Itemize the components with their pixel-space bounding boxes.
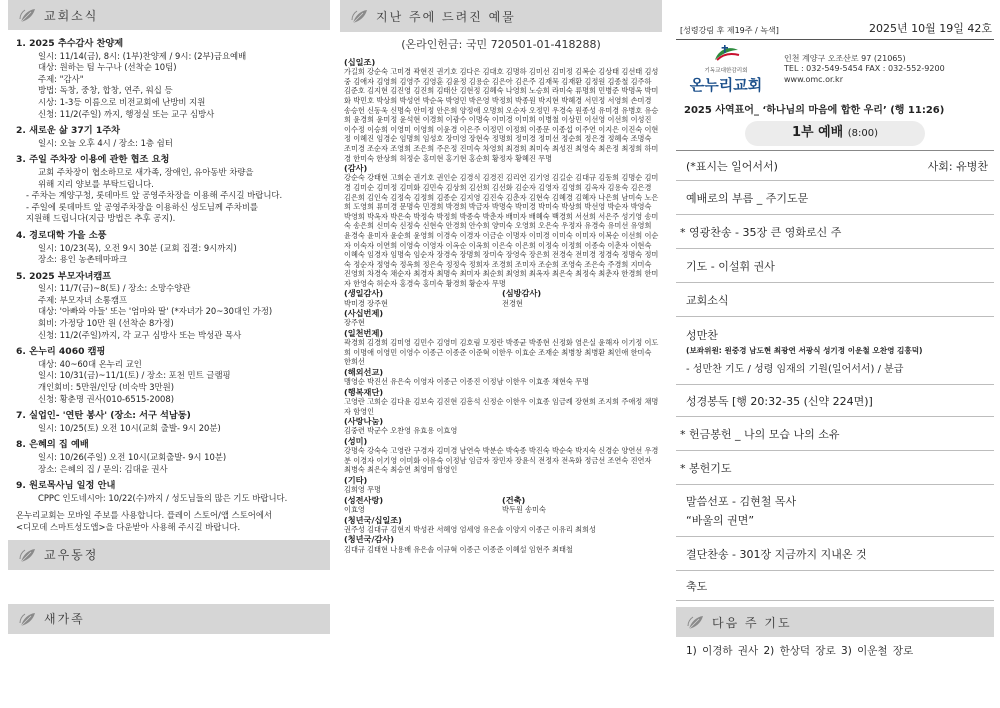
- news-item-line: 방법: 독창, 중창, 합창, 연주, 워십 등: [38, 85, 173, 96]
- offering-section: [344, 515, 660, 535]
- news-item: [16, 154, 326, 225]
- worship-order-item: [676, 215, 994, 249]
- news-item-line: 신청: 11/2(주일) 까지, 행정실 또는 교구 심방사: [38, 108, 215, 119]
- offering-names: 강순숙 강태현 고희순 권기호 권인순 김경식 김경진 김리연 김기영 김길순 김대규 김동희 김명순 김미경 김미순 김미정 김미화 김민숙 김상희 김선희 김선화 김순자 김영자 김영희 김옥자 김용숙 김은경 김은희 김인숙 김정숙 김정희 김종순 김지영 김진숙 김춘자 김현숙 김혜경 김혜자 나은희 남미숙 노은희 도영희 류미경 문명숙 민경희 박경희 박금자 박명숙 박미경 박미숙 박상희 박선영 박순자 박영숙 박영희 박옥자 박은숙 박정숙 박정희 박종숙 박춘자 배미자 배혜숙 백경희 서선희 서은주 성기영 송미숙 송은희 신미숙 신정숙 신현숙 안경희 안수희 양미숙 오영희 오은숙 우정자 유경숙 유미선 유영희 윤경숙 윤미자 윤순희 윤영희 이경숙 이경자 이금순 이명자 이미경 이미숙 이미자 이복순 이선희 이순자 이숙자 이연희 이영숙 이영자 이옥순 이옥희 이은숙 이은희 이정숙 이정희 이종숙 이춘자 이현숙 이혜숙 임경자 임명숙 임순자 장경숙 장명희 장미숙 장영숙 장은희 전경숙 전미경 정경숙 정명숙 정미숙 정순자 정영숙 정옥희 정은숙 정정숙 정희자 조경희 조미자 조순희 조영숙 조은숙 주경희 지미숙 진영희 차경숙 채순자 최경자 최명숙 최미자 최순희 최영희 최옥자 최은숙 최정숙 최춘자 한경희 한미자 한영숙 허순자 홍경숙 홍미숙 황경희 황순자 무명: [344, 173, 659, 288]
- offering-section: [344, 436, 660, 475]
- church-emblem-icon: [711, 44, 741, 62]
- offering-section: [344, 288, 502, 308]
- offering-names: 박두원 송미숙: [502, 505, 546, 515]
- worship-order-item: [676, 249, 994, 283]
- offering-names: 박미경 장주현: [344, 298, 388, 308]
- offering-category: (십일조): [344, 57, 376, 67]
- leaf-icon: [18, 611, 36, 627]
- news-item: [16, 230, 326, 266]
- news-item-line: 일시: 10/23(목), 오전 9시 30분 (교회 집결: 9시까지): [38, 242, 237, 253]
- next-week-prayer-list: 1) 이경하 권사 2) 한상덕 장로 3) 이운철 장로: [686, 645, 914, 657]
- worship-order-item: [676, 571, 994, 601]
- communion-steps: - 성만찬 기도 / 성령 임재의 기원(일어서서) / 분급: [686, 363, 904, 375]
- offering-section: [502, 495, 660, 515]
- church-website[interactable]: www.omc.or.kr: [784, 74, 843, 84]
- worship-order-item: [676, 451, 994, 485]
- leaf-icon: [18, 7, 36, 23]
- worship-column: [676, 0, 994, 708]
- next-week-prayer-header: [676, 607, 994, 637]
- news-item-title: 8. 은혜의 집 예배: [16, 439, 89, 451]
- church-name: 온누리교회: [689, 76, 763, 94]
- offering-section: [344, 534, 660, 554]
- sermon-title: “바울의 권면”: [686, 514, 755, 527]
- offering-section: [344, 416, 660, 436]
- ministry-motto: 2025 사역표어_ ‘하나님의 마음에 합한 우리’ (행 11:26): [684, 105, 945, 116]
- newcomers-header: [8, 604, 330, 634]
- mobile-bulletin-note: 온누리교회는 모바일 주보를 사용합니다. 플레이 스토어/앱 스토어에서 <디모데 스마트성도앱>을 다운받아 사용해 주시길 바랍니다.: [16, 510, 273, 532]
- offering-section: [344, 495, 502, 515]
- news-item-line: 일시: 10/26(주일) 오전 10시(교회출발- 9시 10분): [38, 452, 227, 462]
- offering-names: 장주현: [344, 318, 365, 328]
- news-item-line: - 주일에 롯데마트 앞 공영주차장을 이용하신 성도님께 주차비를: [26, 201, 259, 212]
- worship-order-item: [676, 317, 994, 385]
- news-item-line: 일시: 11/14(금), 8시: (1부)찬양제 / 9시: (2부)금요예배: [38, 50, 247, 61]
- worship-order-item: [676, 485, 994, 537]
- worship-order-label: 성경봉독 [행 20:32-35 (신약 224면)]: [686, 394, 873, 408]
- offering-category: (생일감사): [344, 288, 384, 299]
- offering-category: (성전사랑): [344, 494, 384, 505]
- news-item: [16, 480, 326, 504]
- offering-section: [344, 308, 660, 328]
- offering-category: (사랑나눔): [344, 416, 384, 427]
- news-item-line: 교회 주차장이 협소하므로 새가족, 장애인, 유아동반 차량을: [38, 166, 254, 177]
- worship-order-item: [676, 537, 994, 571]
- offering-category: (사십번제): [344, 308, 384, 319]
- offering-pair: [344, 288, 660, 308]
- leaf-icon: [18, 547, 36, 563]
- presider: 사회: 유병찬: [927, 159, 988, 173]
- news-item-line: 신청: 11/2(주일)까지, 각 교구 심방사 또는 박성관 목사: [38, 329, 242, 340]
- news-item-title: 5. 2025 부모자녀캠프: [16, 270, 112, 282]
- next-week-prayer-title: 다음 주 기도: [712, 615, 792, 630]
- worship-order-label: 교회소식: [686, 293, 729, 307]
- offering-category: (성미): [344, 436, 368, 447]
- worship-order-label: 성만찬: [686, 328, 718, 342]
- bulletin-header: [676, 0, 994, 40]
- news-item-line: 일시: 10/25(토) 오전 10시(교회 출발- 9시 20분): [38, 422, 221, 433]
- news-item-title: 3. 주일 주차장 이용에 관한 협조 요청: [16, 154, 170, 166]
- offering-section: [344, 387, 660, 416]
- worship-order-item: [676, 385, 994, 417]
- offering-category: (기타): [344, 475, 368, 486]
- offering-pair: [344, 495, 660, 515]
- news-item-title: 4. 경로대학 가을 소풍: [16, 229, 107, 241]
- news-item-line: 주제: 부모자녀 소통캠프: [38, 294, 128, 305]
- offering-names: 고영란 고희순 김다윤 김보숙 김진현 김흥석 신정순 이한우 이효종 임금례 장현희 조지희 주애정 채명자 함영인: [344, 397, 659, 416]
- standing-note: (*표시는 일어서서): [686, 159, 778, 173]
- online-account: (온라인헌금: 국민 720501-01-418288): [401, 38, 601, 51]
- news-header-title: 교회소식: [44, 8, 99, 23]
- offering-section: [344, 328, 660, 367]
- offering-names: 이효영: [344, 505, 365, 515]
- news-item-line: 일시: 11/7(금)~8(토) / 장소: 소망수양관: [38, 283, 191, 294]
- news-item-line: 지원해 드립니다(지급 방법은 추후 공지).: [26, 213, 176, 224]
- offering-category: (청년국/십일조): [344, 514, 402, 525]
- news-column: [8, 0, 330, 708]
- offering-section: [344, 367, 660, 387]
- news-item-title: 6. 온누리 4060 캠핑: [16, 346, 106, 358]
- news-item-line: CPPC 인도네시아: 10/22(수)까지 / 성도님들의 많은 기도 바랍니다.: [38, 492, 288, 503]
- news-item-line: 주제: "감사": [38, 73, 84, 84]
- offering-section: [344, 57, 660, 163]
- news-item: [16, 410, 326, 434]
- worship-order-label: 예배로의 부름 _ 주기도문: [686, 191, 809, 205]
- news-item: [16, 439, 326, 475]
- church-logo: [682, 44, 770, 95]
- offering-category: (감사): [344, 163, 368, 174]
- church-info: [676, 40, 994, 97]
- bulletin-date: 2025년 10월 19일 42호: [869, 22, 992, 35]
- news-item-line: 대상: 원하는 팀 누구나 (선착순 10팀): [38, 62, 177, 73]
- worship-order-label: * 헌금봉헌 _ 나의 모습 나의 소유: [680, 427, 840, 441]
- news-item-line: - 주차는 계양구청, 롯데마트 앞 공영주차장을 이용해 주시길 바랍니다.: [26, 190, 283, 201]
- news-list: [8, 30, 330, 534]
- offering-names: 김희영 무명: [344, 485, 382, 495]
- news-item-line: 신청: 황춘명 권사(010-6515-2008): [38, 393, 174, 404]
- worship-order-label: 축도: [686, 579, 708, 593]
- offering-section: [344, 163, 660, 288]
- news-item: [16, 125, 326, 149]
- news-item: [16, 38, 326, 120]
- offering-header: [340, 0, 662, 32]
- newcomers-header-title: 새가족: [44, 612, 85, 627]
- worship-order-item: [676, 181, 994, 215]
- news-item-line: 일시: 오늘 오후 4시 / 장소: 1층 쉼터: [38, 137, 173, 148]
- news-item-title: 2. 새로운 삶 37기 1주차: [16, 125, 120, 137]
- communion-assistants: (보좌위원: 원중경 남도현 최광연 서광식 성기정 이운철 오찬영 김흥덕): [686, 345, 923, 355]
- worship-order-label: 기도 - 이설휘 권사: [686, 259, 775, 273]
- offering-header-title: 지난 주에 드려진 예물: [376, 9, 516, 24]
- offering-category: (건축): [502, 494, 526, 505]
- offering-column: [340, 0, 662, 708]
- worship-order-item: [676, 283, 994, 317]
- worship-order-label: 말씀선포 - 김현철 목사: [686, 495, 797, 508]
- offering-category: (일천번제): [344, 328, 384, 339]
- service-title: 1부 예배 (8:00): [745, 121, 925, 146]
- news-item-line: 일시: 10/31(금)~11/1(토) / 장소: 포천 민트 글램핑: [38, 370, 231, 381]
- offering-names: 김중련 박군수 오찬영 유효용 이효영: [344, 426, 458, 436]
- offering-names: 가길희 강순숙 고미경 곽현진 권기호 김다은 김대호 김명하 김미선 김미정 김복순 김상태 김선태 김성중 김애자 김영희 김영주 김영훈 김윤정 김용순 김은아 김은주 김재묵 김재환 김정원 김종철 김주하 김준호 김지현 김진영 김진희 김태산 김현정 김혜숙 나영희 노승희 라미숙 류명희 민병준 박명옥 박미화 박민호 박상희 박성연 박순옥 박영민 박은영 박정희 박종원 박지현 박혜경 서민정 서영희 손미경 송승헌 신동욱 신명숙 안미정 안은희 양정애 오명희 오순자 오정민 우경숙 원종성 유미경 유병호 유승희 윤경희 윤미정 윤석현 이경희 이광수 이명숙 이미경 이미희 이병철 이상민 이선영 이선희 이성진 이수정 이승희 이영미 이영희 이윤경 이은주 이정민 이정희 이종문 이종섭 이주연 이지은 이진숙 이현정 이혜진 임경순 임명희 임성호 장미영 장현숙 정명희 정미경 정미선 정순희 정은경 정혜숙 조명숙 조미경 조순자 조영희 조은희 주은정 진미숙 차영희 최경희 최미숙 최성진 최영숙 최은정 최정희 하미경 한미숙 한상희 허정순 홍미현 홍기현 홍순희 황정자 황혜진 무명: [344, 67, 659, 163]
- worship-order-label: * 봉헌기도: [680, 461, 732, 475]
- worship-order-label: 결단찬송 - 301장 지금까지 지내온 것: [686, 547, 867, 561]
- order-of-worship: [676, 150, 994, 601]
- denomination: 기독교대한감리회: [704, 68, 748, 74]
- offering-section: [344, 475, 660, 495]
- church-contact: [770, 54, 945, 86]
- offering-section: [502, 288, 660, 308]
- offering-names: 김대규 김태현 나용배 유은솔 이규혁 이종근 이종준 이혜설 임현주 최태철: [344, 544, 573, 554]
- church-phone: TEL : 032-549-5454 FAX : 032-552-9200: [784, 64, 945, 74]
- news-item-line: 대상: 40~60대 온누리 교인: [38, 358, 142, 369]
- worship-order-item: [676, 417, 994, 451]
- members-empty: [8, 570, 330, 604]
- offering-category: (청년국/감사): [344, 534, 395, 545]
- church-address: 인천 계양구 오조산로 97 (21065): [784, 53, 906, 63]
- news-header: [8, 0, 330, 30]
- news-item-title: 9. 원로목사님 일정 안내: [16, 480, 116, 492]
- members-header-title: 교우동정: [44, 548, 99, 563]
- offering-names: 권주성 김대규 김현지 박성관 서혜영 엄세영 유은솔 이양지 이종근 이유리 최희성: [344, 524, 596, 534]
- news-item: [16, 346, 326, 405]
- news-item-title: 1. 2025 추수감사 찬양제: [16, 38, 124, 49]
- news-item-line: 장소: 용인 농촌테마파크: [38, 254, 128, 265]
- offering-category: (해외선교): [344, 367, 384, 378]
- liturgical-week: [성령강림 후 제19주 / 녹색]: [680, 26, 779, 35]
- offering-names: 강명숙 강숙숙 고영란 구경자 김미경 남연숙 박분순 박숙종 박진숙 박순숙 박지숙 신경순 양연선 우경분 이경자 이기영 이미화 이유숙 이정남 임금자 장민자 장윤식 전정자 전옥화 정금선 조연숙 진연자 최병숙 최은숙 최승연 최영미 함영인: [344, 446, 659, 475]
- order-header-row: [676, 151, 994, 181]
- leaf-icon: [350, 8, 368, 24]
- news-item-line: 개인회비: 5만원/인당 (비숙박 3만원): [38, 382, 174, 393]
- members-header: [8, 540, 330, 570]
- offering-names: 곽경희 김경희 김미영 김민수 김영미 김호림 모정란 박종균 박종현 신정화 염은실 윤해자 이기정 이도희 이명애 이영민 이영수 이종근 이종준 이준혁 이한우 이효순 조재순 최병창 최병환 최인애 한미숙 한희선: [344, 338, 659, 367]
- news-item: [16, 271, 326, 342]
- offering-names: 전경현: [502, 298, 523, 308]
- news-item-line: 장소: 은혜의 집 / 문의: 김대윤 권사: [38, 463, 168, 474]
- offering-category: (행복재단): [344, 386, 384, 397]
- offering-category: (심방감사): [502, 288, 542, 299]
- worship-order-label: * 영광찬송 - 35장 큰 영화로신 주: [680, 225, 842, 239]
- offering-names: 맹영순 박진선 유은숙 이영자 이종근 이종진 이정남 이한우 이효종 채현숙 무명: [344, 377, 590, 387]
- offering-list: [340, 57, 662, 554]
- news-item-line: 위해 지리 양보를 부탁드립니다.: [38, 178, 154, 189]
- leaf-icon: [686, 614, 704, 630]
- news-item-line: 회비: 가정당 10만 원 (선착순 8가정): [38, 318, 174, 329]
- news-item-line: 시상: 1-3등 이름으로 비전교회에 난방비 지원: [38, 96, 206, 107]
- news-item-line: 대상: '아빠와 아들' 또는 '엄마와 딸' (*자녀가 20~30대인 가정): [38, 306, 273, 317]
- news-item-title: 7. 실업인- '연탄 봉사' (장소: 서구 석남동): [16, 410, 191, 422]
